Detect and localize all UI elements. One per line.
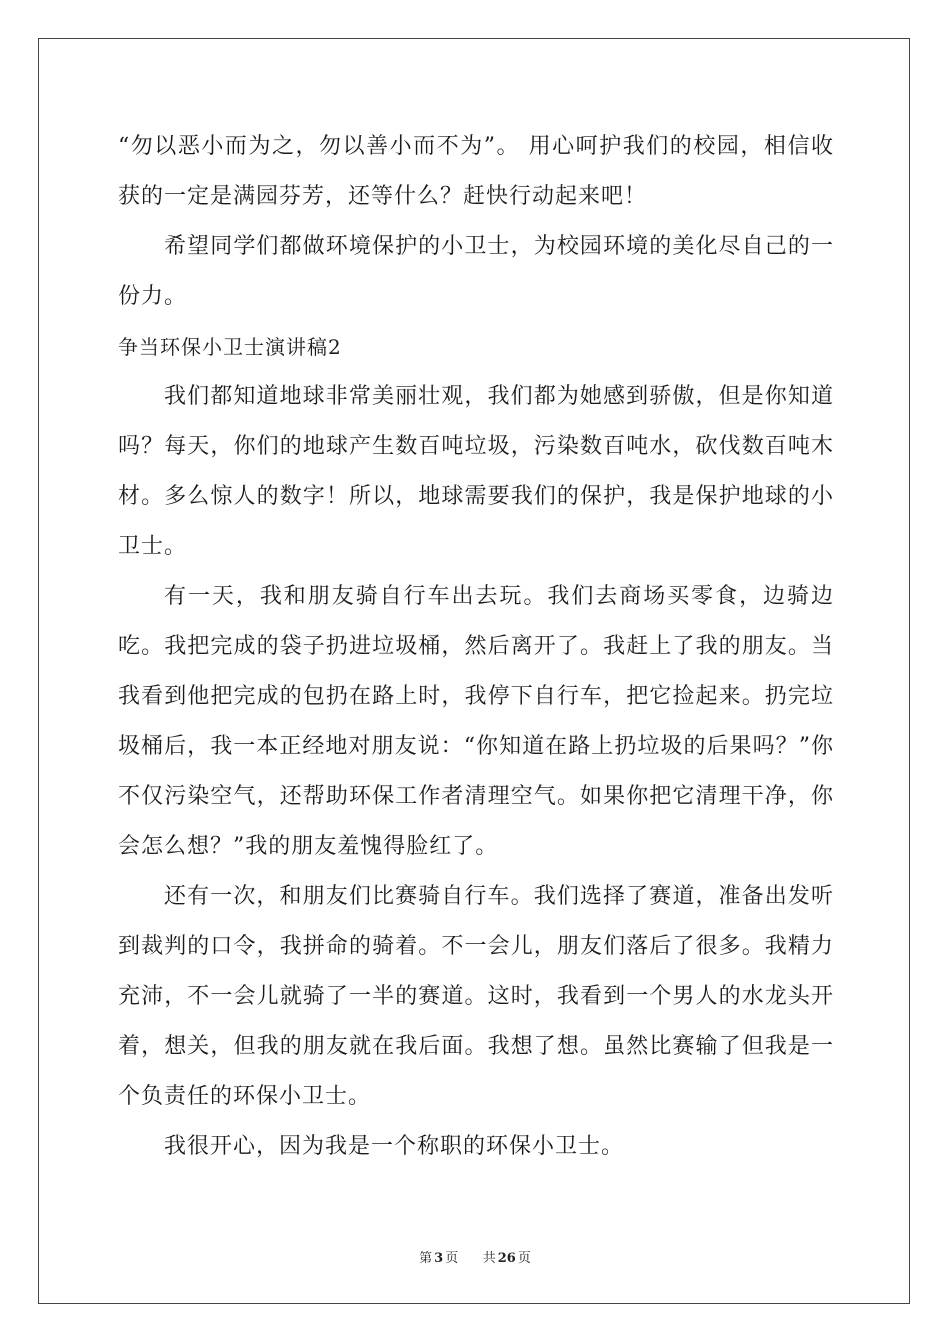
- page-prefix: 第: [419, 1251, 433, 1266]
- total-pages: 26: [497, 1251, 516, 1266]
- page-footer: [0, 1247, 950, 1266]
- section-heading: 争当环保小卫士演讲稿2: [118, 335, 342, 359]
- document-body: [118, 122, 834, 1172]
- page-indicator: [417, 1251, 460, 1266]
- paragraph-6: 我很开心，因为我是一个称职的环保小卫士。: [164, 1134, 625, 1159]
- total-indicator: [481, 1251, 533, 1266]
- paragraph-5: 还有一次，和朋友们比赛骑自行车。我们选择了赛道，准备出发听到裁判的口令，我拼命的骑着。不一会儿，朋友们落后了很多。我精力充沛，不一会儿就骑了一半的赛道。这时，我看到一个男人的水龙头开着，想关，但我的朋友就在我后面。我想了想。虽然比赛输了但我是一个负责任的环保小卫士。: [118, 884, 834, 1109]
- total-prefix: 共: [482, 1251, 496, 1266]
- paragraph-4: 有一天，我和朋友骑自行车出去玩。我们去商场买零食，边骑边吃。我把完成的袋子扔进垃圾桶，然后离开了。我赶上了我的朋友。当我看到他把完成的包扔在路上时，我停下自行车，把它捡起来。扔完垃圾桶后，我一本正经地对朋友说：“你知道在路上扔垃圾的后果吗？”你不仅污染空气，还帮助环保工作者清理空气。如果你把它清理干净，你会怎么想？”我的朋友羞愧得脸红了。: [118, 584, 834, 859]
- paragraph-2: 希望同学们都做环境保护的小卫士，为校园环境的美化尽自己的一份力。: [118, 234, 834, 309]
- total-suffix: 页: [517, 1251, 531, 1266]
- page-suffix: 页: [445, 1251, 459, 1266]
- paragraph-1: “勿以恶小而为之，勿以善小而不为”。 用心呵护我们的校园，相信收获的一定是满园芬芳，还等什么？赶快行动起来吧！: [118, 134, 834, 209]
- page-number: 3: [434, 1251, 444, 1266]
- paragraph-3: 我们都知道地球非常美丽壮观，我们都为她感到骄傲，但是你知道吗？每天，你们的地球产生数百吨垃圾，污染数百吨水，砍伐数百吨木材。多么惊人的数字！所以，地球需要我们的保护，我是保护地球的小卫士。: [118, 384, 834, 559]
